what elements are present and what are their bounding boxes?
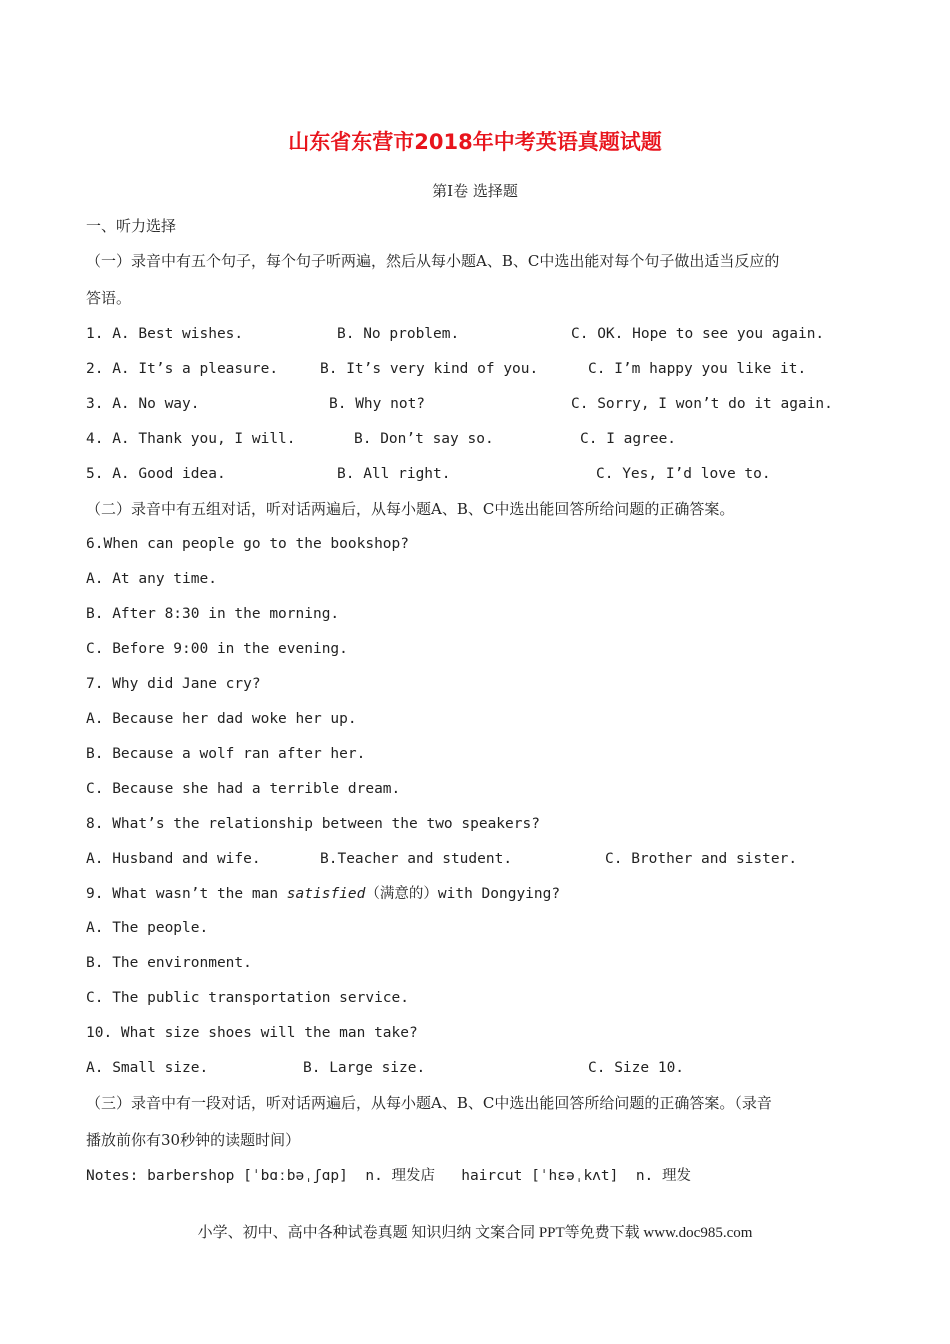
q9-italic-word: satisfied bbox=[286, 886, 366, 902]
q4-option-b: B. Don’t say so. bbox=[354, 431, 494, 447]
q8-option-c: C. Brother and sister. bbox=[605, 851, 798, 867]
q1-option-b: B. No problem. bbox=[337, 326, 460, 342]
q8-question: 8. What’s the relationship between the two speakers? bbox=[86, 816, 540, 832]
q1-option-c: C. OK. Hope to see you again. bbox=[571, 326, 825, 342]
q3-option-a: 3. A. No way. bbox=[86, 396, 200, 412]
vocabulary-notes: Notes: barbershop [ˈbɑːbəˌʃɑp] n. 理发店 haircut [ˈhɛəˌkʌt] n. 理发 bbox=[86, 1168, 692, 1184]
q4-option-c: C. I agree. bbox=[580, 431, 677, 447]
page-title: 山东省东营市2018年中考英语真题试题 bbox=[288, 130, 662, 154]
q1-option-a: 1. A. Best wishes. bbox=[86, 326, 244, 342]
part1-intro-cont: 答语。 bbox=[86, 289, 132, 307]
q9-question-end: （满意的）with Dongying? bbox=[365, 886, 561, 902]
q9-option-c: C. The public transportation service. bbox=[86, 990, 410, 1006]
q9-option-b: B. The environment. bbox=[86, 955, 252, 971]
q6-option-b: B. After 8:30 in the morning. bbox=[86, 606, 340, 622]
section-heading: 一、听力选择 bbox=[86, 217, 177, 235]
q3-option-c: C. Sorry, I won’t do it again. bbox=[571, 396, 833, 412]
q10-option-c: C. Size 10. bbox=[588, 1060, 685, 1076]
q2-option-c: C. I’m happy you like it. bbox=[588, 361, 807, 377]
q10-question: 10. What size shoes will the man take? bbox=[86, 1025, 418, 1041]
q9-question-start: 9. What wasn’t the man bbox=[86, 886, 287, 902]
q5-option-b: B. All right. bbox=[337, 466, 451, 482]
q9-question bbox=[86, 884, 560, 904]
q5-option-c: C. Yes, I’d love to. bbox=[596, 466, 771, 482]
q7-option-a: A. Because her dad woke her up. bbox=[86, 711, 357, 727]
q8-option-a: A. Husband and wife. bbox=[86, 851, 261, 867]
q6-question: 6.When can people go to the bookshop? bbox=[86, 536, 410, 552]
volume-heading: 第I卷 选择题 bbox=[432, 182, 518, 200]
q7-option-b: B. Because a wolf ran after her. bbox=[86, 746, 366, 762]
q4-option-a: 4. A. Thank you, I will. bbox=[86, 431, 296, 447]
q10-option-a: A. Small size. bbox=[86, 1060, 209, 1076]
q2-option-a: 2. A. It’s a pleasure. bbox=[86, 361, 279, 377]
q6-option-a: A. At any time. bbox=[86, 571, 217, 587]
part3-intro: （三）录音中有一段对话，听对话两遍后，从每小题A、B、C中选出能回答所给问题的正确答案。（录音 bbox=[86, 1094, 772, 1112]
part2-intro: （二）录音中有五组对话，听对话两遍后，从每小题A、B、C中选出能回答所给问题的正确答案。 bbox=[86, 500, 735, 518]
q2-option-b: B. It’s very kind of you. bbox=[320, 361, 539, 377]
part3-intro-cont: 播放前你有30秒钟的读题时间） bbox=[86, 1131, 301, 1149]
page-footer: 小学、初中、高中各种试卷真题 知识归纳 文案合同 PPT等免费下载 www.doc985.com bbox=[197, 1225, 753, 1241]
q6-option-c: C. Before 9:00 in the evening. bbox=[86, 641, 348, 657]
q5-option-a: 5. A. Good idea. bbox=[86, 466, 226, 482]
q10-option-b: B. Large size. bbox=[303, 1060, 426, 1076]
q7-question: 7. Why did Jane cry? bbox=[86, 676, 261, 692]
q8-option-b: B.Teacher and student. bbox=[320, 851, 513, 867]
q9-option-a: A. The people. bbox=[86, 920, 209, 936]
q3-option-b: B. Why not? bbox=[329, 396, 426, 412]
q7-option-c: C. Because she had a terrible dream. bbox=[86, 781, 401, 797]
part1-intro: （一）录音中有五个句子，每个句子听两遍，然后从每小题A、B、C中选出能对每个句子做出适当反应的 bbox=[86, 252, 780, 270]
